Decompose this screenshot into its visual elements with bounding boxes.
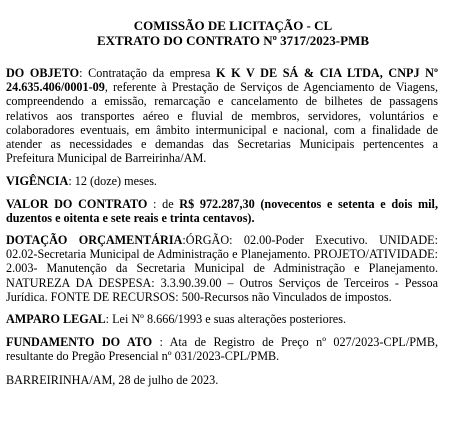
vigencia-text: : 12 (doze) meses. [68,174,157,189]
header-commission: COMISSÃO DE LICITAÇÃO - CL [133,18,333,33]
section-valor [6,197,438,225]
header-title: EXTRATO DO CONTRATO Nº 3717/2023-PMB [96,33,369,48]
objeto-text-1: Contratação da empresa [88,66,211,80]
place-date: BARREIRINHA/AM, 28 de julho de 2023. [6,372,219,387]
valor-label: VALOR DO CONTRATO [6,196,148,211]
amparo-text: : Lei Nº 8.666/1993 e suas alterações posteriores. [105,312,347,327]
section-objeto [6,66,438,165]
valor-amount: R$ 972.287,30 (novecentos e setenta e dois mil, duzentos e oitenta e sete reais e trinta centavos). [6,196,438,225]
section-vigencia [6,174,438,188]
objeto-empresa: K K V DE SÁ & CIA LTDA, CNPJ Nº 24.635.406/0001-09 [6,66,438,95]
valor-text: : de [147,196,180,211]
document-header [28,18,438,48]
fundamento-label: FUNDAMENTO DO ATO [6,335,153,350]
fundamento-text: : Ata de Registro de Preço nº 027/2023-CPL/PMB, resultante do Pregão Presencial nº 031/2023-CPL/PMB. [6,335,438,364]
contract-extract [6,18,438,387]
objeto-text-2: , referente à Prestação de Serviços de Agenciamento de Viagens, compreendendo a emissão, remarcação e cancelamento de bilhetes de passagens relativos aos transportes aéreo e fluvial de membros, servidores, voluntários e colaboradores eventuais, em âmbito intermunicipal e nacional, com a finalidade de atender as necessidades e demandas das Secretarias Municipais pertencentes a Prefeitura Municipal de Barreirinha/AM. [6,80,438,166]
dotacao-label: DOTAÇÃO ORÇAMENTÁRIA [6,233,183,248]
objeto-label: DO OBJETO [6,66,80,80]
section-amparo [6,312,438,326]
amparo-label: AMPARO LEGAL [6,312,106,327]
vigencia-label: VIGÊNCIA [6,174,69,189]
section-dotacao [6,233,438,304]
dotacao-text: :ÓRGÃO: 02.00-Poder Executivo. UNIDADE: 02.02-Secretaria Municipal de Administração e Planejamento. PROJETO/ATIVIDADE: 2.003- Manutenção da Secretaria Municipal de Administração e Planejamento. NATUREZA DA DESPESA: 3.3.90.39.00 – Outros Serviços de Terceiros - Pessoa Jurídica. FONTE DE RECURSOS: 500-Recursos não Vinculados de impostos. [6,233,439,304]
objeto-sep: : [79,66,89,80]
section-fundamento [6,335,438,363]
